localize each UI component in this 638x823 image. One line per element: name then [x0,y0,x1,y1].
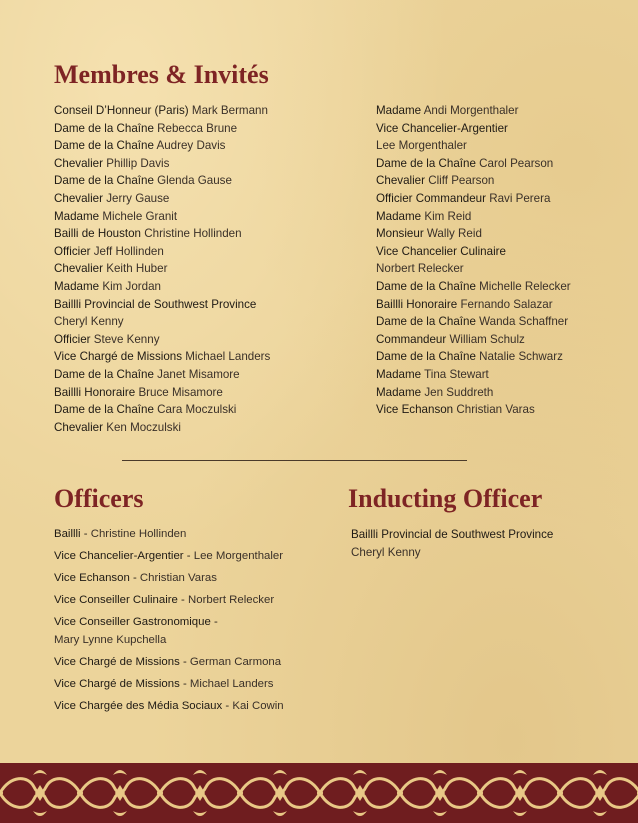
member-row [376,137,571,155]
member-title: Dame de la Chaîne [376,156,476,170]
member-row [376,102,571,120]
member-name: Tina Stewart [424,367,489,381]
member-name: Rebecca Brune [157,121,238,135]
member-name: Fernando Salazar [460,297,553,311]
member-title: Chevalier [376,174,425,188]
member-row [376,243,571,261]
officer-row: Vice Chargé de Missions - German Carmona [54,655,282,668]
member-title: Madame [376,104,422,117]
member-name: Carol Pearson [479,156,554,170]
member-name: Michael Landers [185,350,271,364]
section-divider [122,460,467,461]
officer-name: German Carmona [189,655,282,668]
member-name: Mark Bermann [191,104,268,117]
member-name: Lee Morgenthaler [376,139,467,153]
member-title: Dame de la Chaîne [54,174,154,188]
member-name: Michele Granit [102,209,178,223]
member-row [376,401,571,419]
member-title: Dame de la Chaîne [54,367,154,381]
member-name: Michelle Relecker [479,279,571,293]
member-name: Janet Misamore [157,367,240,381]
member-row [54,313,270,331]
officer-name: Michael Landers [189,678,274,691]
member-title: Madame [376,209,422,223]
member-row [54,401,270,419]
member-title: Dame de la Chaîne [376,315,476,329]
member-title: Bailli de Houston [54,227,142,241]
member-row [376,260,571,278]
member-title: Monsieur [376,227,424,241]
officer-name: Christian Varas [139,572,217,585]
officer-row: Vice Conseiller Culinaire - Norbert Relecker [54,594,275,607]
officer-row: Vice Chancelier-Argentier - Lee Morgenthaler [54,550,284,563]
officer-row: Vice Echanson - Christian Varas [54,572,217,585]
ornamental-border [0,763,638,823]
member-name: Keith Huber [106,262,168,276]
officer-name: Norbert Relecker [188,594,275,607]
member-title: Vice Chargé de Missions [54,350,183,364]
member-title: Madame [54,209,100,223]
member-name: Wanda Schaffner [479,315,569,329]
member-row [54,102,270,120]
member-row [376,348,571,366]
member-name: Christine Hollinden [144,227,242,241]
member-row [54,120,270,138]
ornament-motif [557,770,638,816]
member-title: Chevalier [54,262,103,276]
member-title: Baillli Honoraire [376,297,458,311]
officer-row: Baillli - Christine Hollinden [54,528,187,540]
officers-heading: Officers [54,484,144,513]
member-title: Conseil D’Honneur (Paris) [54,104,189,117]
officer-name: Lee Morgenthaler [193,550,284,563]
member-row [376,313,571,331]
officer-row: Vice Conseiller Gastronomique - Mary Lynne Kupchella [54,616,218,646]
member-title: Vice Chancelier Culinaire [376,244,506,258]
officer-title: Vice Conseiller Culinaire [54,594,178,607]
officer-title: Baillli [54,528,81,540]
member-title: Officier Commandeur [376,191,486,205]
member-row [54,278,270,296]
member-title: Chevalier [54,420,103,434]
members-heading: Membres & Invités [54,60,269,89]
officer-title: Vice Chargé de Missions [54,678,180,691]
member-title: Vice Chancelier-Argentier [376,121,508,135]
member-name: Andi Morgenthaler [423,104,519,117]
member-title: Vice Echanson [376,403,454,417]
member-row [54,243,270,261]
member-name: Kim Jordan [102,279,161,293]
member-name: Jeff Hollinden [93,244,164,258]
member-title: Dame de la Chaîne [54,403,154,417]
member-name: Jerry Gause [106,191,170,205]
member-row [376,120,571,138]
inducting-officer-block [351,526,553,562]
member-row [54,190,270,208]
member-title: Chevalier [54,191,103,205]
member-name: Kim Reid [424,209,472,223]
member-title: Dame de la Chaîne [376,279,476,293]
officer-row: Vice Chargée des Média Sociaux - Kai Cowin [54,700,284,713]
member-row [54,225,270,243]
member-row [376,384,571,402]
ornament-motif [157,770,243,816]
member-name: Cliff Pearson [428,174,495,188]
officer-title: Vice Conseiller Gastronomique [54,616,211,629]
member-row [376,366,571,384]
member-row [376,278,571,296]
member-row [376,172,571,190]
inducting-officer-heading: Inducting Officer [348,484,543,513]
member-title: Dame de la Chaîne [54,121,154,135]
member-row [54,348,270,366]
member-row [376,155,571,173]
officer-name: Kai Cowin [232,700,284,713]
member-row [376,225,571,243]
member-title: Chevalier [54,156,103,170]
members-right-column [376,102,571,419]
inducting-officer-name: Cheryl Kenny [351,546,421,559]
member-name: Norbert Relecker [376,262,464,276]
ornament-motif [477,770,563,816]
member-name: Glenda Gause [157,174,232,188]
member-title: Baillli Honoraire [54,385,136,399]
member-title: Commandeur [376,332,447,346]
officer-title: Vice Chargée des Média Sociaux [54,700,223,713]
officer-name: Christine Hollinden [90,528,187,540]
member-name: Jen Suddreth [424,385,494,399]
member-name: Cara Moczulski [157,403,237,417]
officer-row: Vice Chargé de Missions - Michael Landers [54,678,274,691]
ornament-motif [0,770,83,816]
member-row [54,137,270,155]
officer-title: Vice Echanson [54,572,130,585]
member-row [54,260,270,278]
officer-title: Vice Chancelier-Argentier [54,550,184,563]
member-name: Ravi Perera [489,191,551,205]
officers-list [54,526,284,720]
member-row [54,331,270,349]
member-title: Dame de la Chaîne [376,350,476,364]
member-row [376,331,571,349]
member-title: Officier [54,244,91,258]
member-title: Officier [54,332,91,346]
member-row [54,208,270,226]
member-row [54,384,270,402]
officer-title: Vice Chargé de Missions [54,655,180,668]
member-row [54,296,270,314]
member-row [376,190,571,208]
member-row [54,155,270,173]
ornament-pattern [0,763,638,823]
member-name: Bruce Misamore [138,385,223,399]
member-name: Natalie Schwarz [479,350,563,364]
member-name: Audrey Davis [156,139,226,153]
member-name: Wally Reid [426,227,482,241]
member-name: William Schulz [449,332,525,346]
ornament-motif [397,770,483,816]
ornament-motif [77,770,163,816]
member-row [54,366,270,384]
member-row [376,296,571,314]
inducting-officer-title: Baillli Provincial de Southwest Province [351,528,554,541]
member-name: Phillip Davis [106,156,170,170]
member-title: Dame de la Chaîne [54,139,154,153]
officer-name: Mary Lynne Kupchella [54,633,167,646]
ornament-motif [317,770,403,816]
member-name: Ken Moczulski [106,420,181,434]
member-row [54,419,270,437]
member-name: Steve Kenny [93,332,160,346]
member-name: Cheryl Kenny [54,315,124,329]
member-title: Baillli Provincial de Southwest Province [54,297,257,311]
members-left-column [54,102,270,436]
ornament-motif [237,770,323,816]
member-row [54,172,270,190]
member-title: Madame [376,385,422,399]
member-title: Madame [54,279,100,293]
member-row [376,208,571,226]
member-name: Christian Varas [456,403,535,417]
member-title: Madame [376,367,422,381]
